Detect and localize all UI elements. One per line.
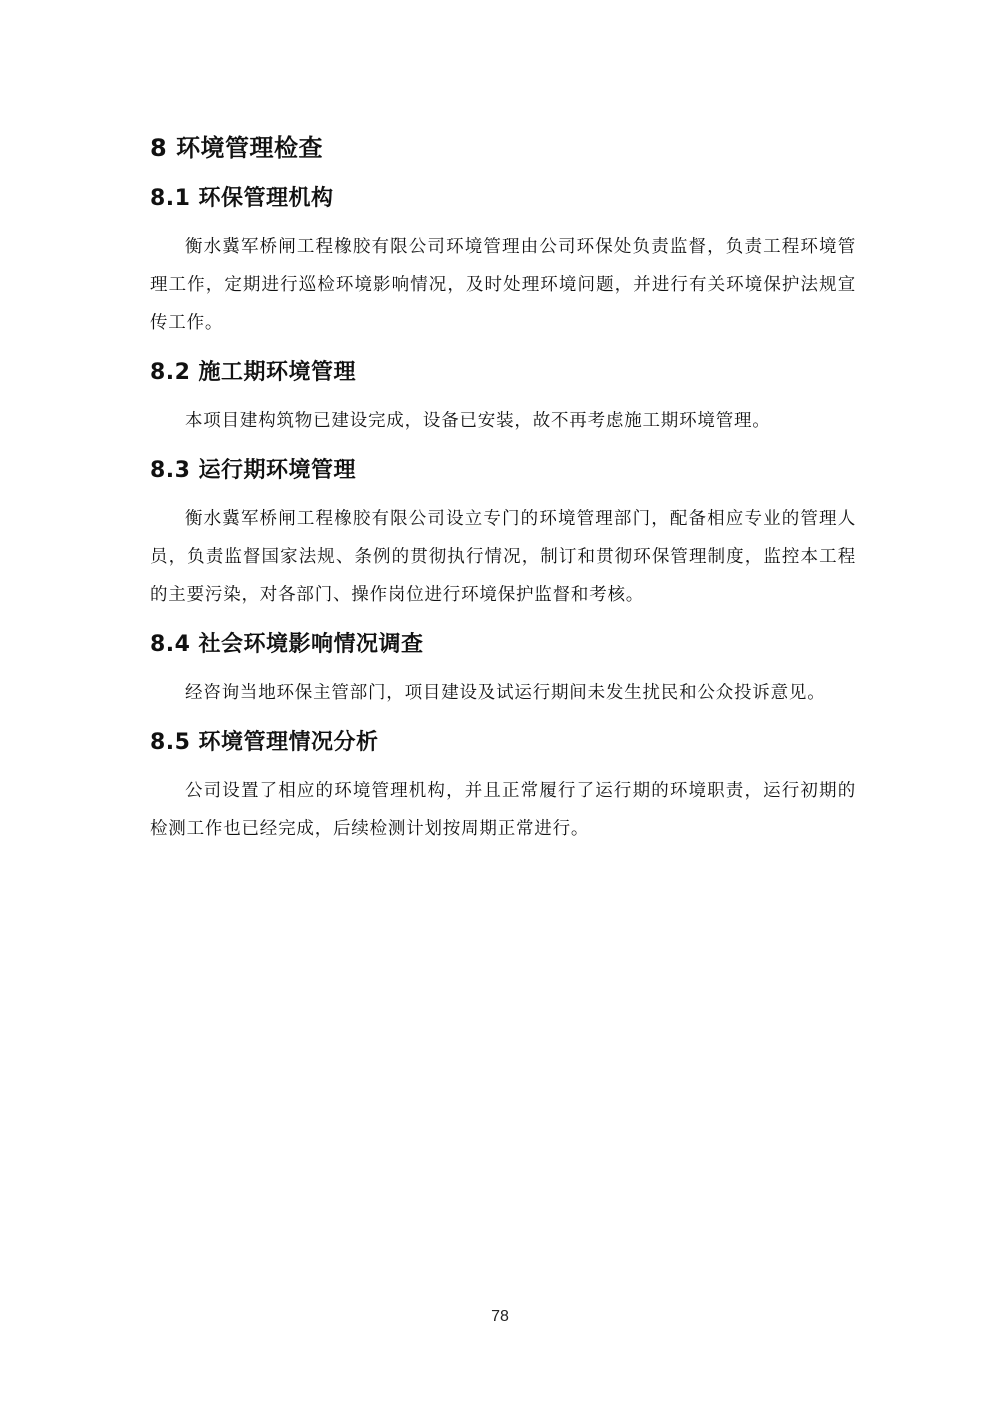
section-number: 8.2: [150, 360, 191, 385]
section-heading-8-4: [150, 626, 856, 664]
section-title: 社会环境影响情况调查: [198, 632, 424, 657]
section-paragraph-8-3: 衡水冀军桥闸工程橡胶有限公司设立专门的环境管理部门，配备相应专业的管理人员，负责监督国家法规、条例的贯彻执行情况，制订和贯彻环保管理制度，监控本工程的主要污染，对各部门、操作岗位进行环境保护监督和考核。: [150, 509, 856, 605]
chapter-heading: [150, 128, 856, 168]
page-number: 78: [491, 1308, 509, 1325]
section-paragraph-8-4: 经咨询当地环保主管部门，项目建设及试运行期间未发生扰民和公众投诉意见。: [185, 683, 826, 703]
section-paragraph-8-1: 衡水冀军桥闸工程橡胶有限公司环境管理由公司环保处负责监督，负责工程环境管理工作，定期进行巡检环境影响情况，及时处理环境问题，并进行有关环境保护法规宣传工作。: [150, 237, 856, 333]
section-title: 环境管理情况分析: [198, 730, 379, 755]
section-paragraph-8-2: 本项目建构筑物已建设完成，设备已安装，故不再考虑施工期环境管理。: [185, 411, 771, 431]
section-title: 运行期环境管理: [198, 458, 356, 483]
section-heading-8-3: [150, 452, 856, 490]
page-content: [150, 128, 856, 860]
section-number: 8.1: [150, 186, 191, 211]
section-heading-8-1: [150, 180, 856, 218]
section-heading-8-5: [150, 724, 856, 762]
section-paragraph-8-5: 公司设置了相应的环境管理机构，并且正常履行了运行期的环境职责，运行初期的检测工作也已经完成，后续检测计划按周期正常进行。: [150, 781, 856, 839]
chapter-number: 8: [150, 134, 168, 162]
section-number: 8.4: [150, 632, 191, 657]
section-title: 环保管理机构: [198, 186, 334, 211]
section-number: 8.3: [150, 458, 191, 483]
section-number: 8.5: [150, 730, 191, 755]
chapter-title: 环境管理检查: [176, 134, 324, 162]
section-title: 施工期环境管理: [198, 360, 356, 385]
section-heading-8-2: [150, 354, 856, 392]
